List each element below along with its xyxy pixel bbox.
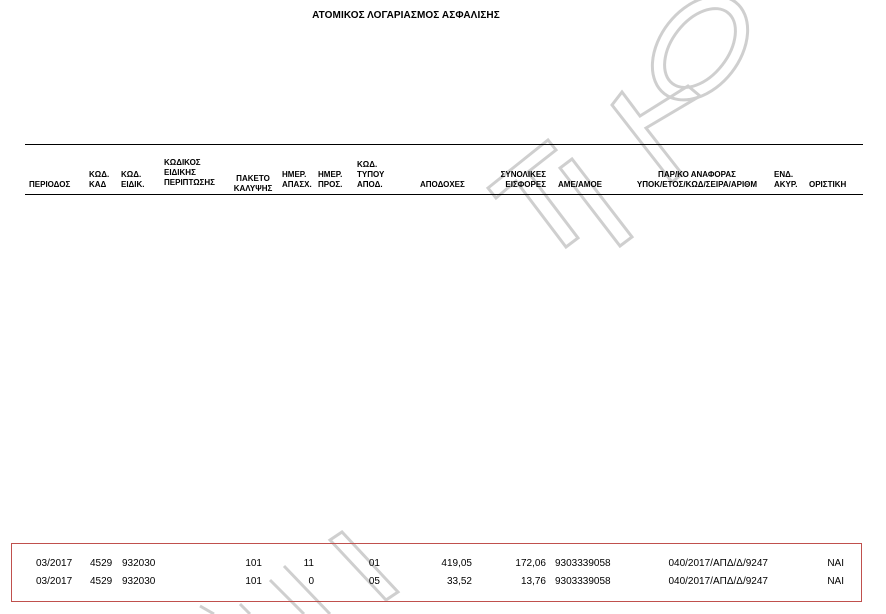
header-bottom-rule: [25, 194, 863, 195]
cell-package: 101: [245, 576, 262, 587]
header-final: ΟΡΙΣΤΙΚΗ: [809, 180, 847, 189]
data-rows-highlight: [11, 543, 862, 602]
cell-pay-type: 01: [368, 558, 380, 569]
header-days-employment: ΗΜΕΡ. ΑΠΑΣΧ.: [282, 170, 312, 189]
cell-contributions: 13,76: [520, 576, 546, 587]
header-earnings: ΑΠΟΔΟΧΕΣ: [420, 180, 465, 189]
cell-days-employment: 11: [303, 558, 314, 569]
header-period: ΠΕΡΙΟΔΟΣ: [29, 180, 71, 189]
cell-final: ΝΑΙ: [827, 558, 844, 569]
cell-final: ΝΑΙ: [827, 576, 844, 587]
header-kad: ΚΩΔ. ΚΑΔ: [89, 170, 110, 189]
cell-eidik: 932030: [122, 576, 156, 587]
cell-earnings: 419,05: [441, 558, 472, 569]
header-contributions: ΣΥΝΟΛΙΚΕΣ ΕΙΣΦΟΡΕΣ: [500, 170, 546, 189]
header-top-rule: [25, 144, 863, 145]
cell-ame: 9303339058: [555, 576, 611, 587]
header-void: ΕΝΔ. ΑΚΥΡ.: [774, 170, 798, 189]
header-special-case: ΚΩΔΙΚΟΣ ΕΙΔΙΚΗΣ ΠΕΡΙΠΤΩΣΗΣ: [164, 158, 215, 187]
cell-period: 03/2017: [36, 576, 73, 587]
cell-reference: 040/2017/ΑΠΔ/Δ/9247: [668, 576, 768, 587]
cell-kad: 4529: [90, 558, 113, 569]
header-reference: ΠΑΡ/ΚΟ ΑΝΑΦΟΡΑΣ ΥΠΟΚ/ΕΤΟΣ/ΚΩΔ/ΣΕΙΡΑ/ΑΡΙΘΜ: [636, 170, 758, 189]
header-package: ΠΑΚΕΤΟ ΚΑΛΥΨΗΣ: [233, 174, 273, 193]
cell-earnings: 33,52: [446, 576, 472, 587]
cell-pay-type: 05: [368, 576, 380, 587]
header-pay-type: ΚΩΔ. ΤΥΠΟΥ ΑΠΟΔ.: [357, 160, 385, 189]
cell-eidik: 932030: [122, 558, 156, 569]
header-eidik: ΚΩΔ. ΕΙΔΙΚ.: [121, 170, 145, 189]
header-days-insurance: ΗΜΕΡ. ΠΡΟΣ.: [318, 170, 343, 189]
cell-contributions: 172,06: [515, 558, 546, 569]
cell-days-employment: 0: [308, 576, 314, 587]
cell-reference: 040/2017/ΑΠΔ/Δ/9247: [668, 558, 768, 569]
cell-kad: 4529: [90, 576, 113, 587]
cell-period: 03/2017: [36, 558, 73, 569]
cell-package: 101: [245, 558, 262, 569]
page-title: ΑΤΟΜΙΚΟΣ ΛΟΓΑΡΙΑΣΜΟΣ ΑΣΦΑΛΙΣΗΣ: [312, 10, 500, 21]
cell-ame: 9303339058: [555, 558, 611, 569]
header-ame: ΑΜΕ/ΑΜΟΕ: [558, 180, 602, 189]
